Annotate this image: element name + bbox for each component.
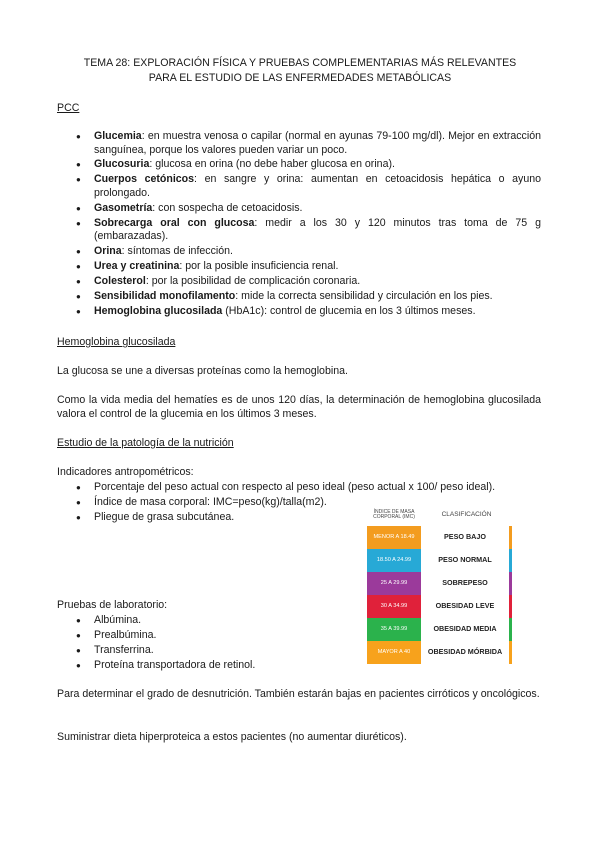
lab-label: Pruebas de laboratorio: <box>57 599 168 611</box>
imc-header-range: ÍNDICE DE MASA CORPORAL (IMC) <box>373 508 415 520</box>
hba1c-paragraph-1: La glucosa se une a diversas proteínas como la hemoglobina. <box>57 365 348 377</box>
imc-class: OBESIDAD MEDIA <box>421 618 509 641</box>
imc-class: PESO NORMAL <box>421 549 509 572</box>
nutrition-heading: Estudio de la patología de la nutrición <box>57 437 234 449</box>
list-item: ● Colesterol: por la posibilidad de complicación coronaria. <box>76 275 541 289</box>
imc-row <box>367 572 512 595</box>
lab-list <box>76 614 336 674</box>
imc-range: 25 A 29.99 <box>367 572 421 595</box>
imc-table-header <box>367 504 512 526</box>
imc-range: MENOR A 18.49 <box>367 526 421 549</box>
imc-color-bar <box>509 526 512 549</box>
hba1c-paragraph-2: Como la vida media del hematíes es de unos 120 días, la determinación de hemoglobina glucosilada valora el control de la glucemia en los últimos 3 meses. <box>57 394 541 420</box>
page-title <box>40 56 560 86</box>
imc-range: 18.50 A 24.99 <box>367 549 421 572</box>
dieta-paragraph: Suministrar dieta hiperproteica a estos pacientes (no aumentar diuréticos). <box>57 731 407 743</box>
list-item: ● Gasometría: con sospecha de cetoacidosis. <box>76 202 541 216</box>
imc-row <box>367 618 512 641</box>
imc-color-bar <box>509 641 512 664</box>
desnutricion-paragraph: Para determinar el grado de desnutrición. También estarán bajas en pacientes cirróticos y oncológicos. <box>57 688 540 700</box>
pcc-list <box>76 130 541 320</box>
imc-table <box>367 504 512 664</box>
list-item: ● Cuerpos cetónicos: en sangre y orina: aumentan en cetoacidosis hepática o ayuno prolongado. <box>76 173 541 200</box>
imc-class: SOBREPESO <box>421 572 509 595</box>
imc-range: 30 A 34.99 <box>367 595 421 618</box>
imc-row <box>367 526 512 549</box>
imc-class: OBESIDAD MÓRBIDA <box>421 641 509 664</box>
imc-row <box>367 549 512 572</box>
imc-color-bar <box>509 549 512 572</box>
list-item: ● Glucemia: en muestra venosa o capilar (normal en ayunas 79-100 mg/dl). Mejor en extracción sanguínea, porque los valores pueden variar un poco. <box>76 130 541 157</box>
hba1c-heading: Hemoglobina glucosilada <box>57 336 176 348</box>
imc-class: PESO BAJO <box>421 526 509 549</box>
title-line-2: PARA EL ESTUDIO DE LAS ENFERMEDADES METABÓLICAS <box>148 72 452 84</box>
list-item: ● Índice de masa corporal: IMC=peso(kg)/talla(m2). <box>76 496 541 510</box>
list-item: ● Sobrecarga oral con glucosa: medir a los 30 y 120 minutos tras toma de 75 g (embarazadas). <box>76 217 541 244</box>
list-item: ● Porcentaje del peso actual con respecto al peso ideal (peso actual x 100/ peso ideal). <box>76 481 541 495</box>
imc-class: OBESIDAD LEVE <box>421 595 509 618</box>
list-item: ● Glucosuria: glucosa en orina (no debe haber glucosa en orina). <box>76 158 541 172</box>
list-item: ● Pliegue de grasa subcutánea. <box>76 511 541 525</box>
pcc-heading: PCC <box>57 102 80 114</box>
imc-row <box>367 641 512 664</box>
imc-range: MAYOR A 40 <box>367 641 421 664</box>
imc-range: 35 A 39.99 <box>367 618 421 641</box>
list-item: ● Urea y creatinina: por la posible insuficiencia renal. <box>76 260 541 274</box>
list-item: ● Sensibilidad monofilamento: mide la correcta sensibilidad y circulación en los pies. <box>76 290 541 304</box>
list-item: ● Transferrina. <box>76 644 336 658</box>
list-item: ● Albúmina. <box>76 614 336 628</box>
imc-header-class: CLASIFICACIÓN <box>441 511 492 519</box>
list-item: ● Hemoglobina glucosilada (HbA1c): control de glucemia en los 3 últimos meses. <box>76 305 541 319</box>
imc-color-bar <box>509 618 512 641</box>
list-item: ● Prealbúmina. <box>76 629 336 643</box>
antro-label: Indicadores antropométricos: <box>57 466 194 478</box>
list-item: ● Proteína transportadora de retinol. <box>76 659 336 673</box>
imc-color-bar <box>509 572 512 595</box>
list-item: ● Orina: síntomas de infección. <box>76 245 541 259</box>
title-line-1: TEMA 28: EXPLORACIÓN FÍSICA Y PRUEBAS COMPLEMENTARIAS MÁS RELEVANTES <box>83 57 517 69</box>
